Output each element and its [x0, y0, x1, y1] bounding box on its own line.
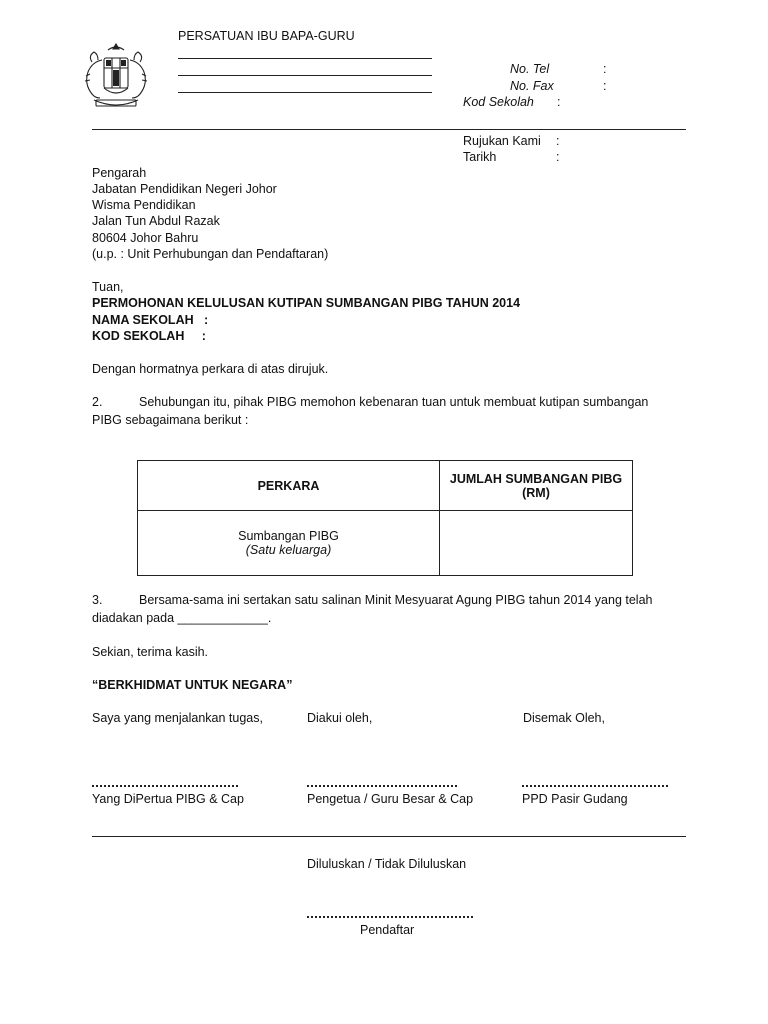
address-line-2	[178, 75, 432, 76]
recipient-line: Pengarah	[92, 166, 147, 180]
paragraph-2-number: 2.	[92, 395, 103, 409]
signature-heading-1: Saya yang menjalankan tugas,	[92, 711, 263, 725]
fax-colon: :	[603, 79, 607, 93]
address-line-1	[178, 58, 432, 59]
salutation: Tuan,	[92, 280, 124, 294]
approval-status: Diluluskan / Tidak Diluluskan	[307, 857, 467, 871]
signature-title-2: Pengetua / Guru Besar & Cap	[307, 792, 474, 806]
table-header-jumlah	[440, 461, 633, 511]
signature-title-3: PPD Pasir Gudang	[522, 792, 628, 806]
header-divider	[92, 129, 686, 130]
subject-title: PERMOHONAN KELULUSAN KUTIPAN SUMBANGAN PIBG TAHUN 2014	[92, 296, 521, 310]
address-line-3	[178, 92, 432, 93]
paragraph-2-line-2: PIBG sebagaimana berikut :	[92, 413, 249, 427]
paragraph-3-line-1: Bersama-sama ini sertakan satu salinan Minit Mesyuarat Agung PIBG tahun 2014 yang telah	[139, 593, 653, 607]
fax-label: No. Fax	[510, 79, 554, 93]
rujukan-colon: :	[556, 134, 560, 148]
registrar-title: Pendaftar	[360, 923, 415, 937]
tel-colon: :	[603, 62, 607, 76]
signature-line-1	[92, 785, 238, 787]
recipient-line: Wisma Pendidikan	[92, 198, 196, 212]
signature-heading-3: Disemak Oleh,	[523, 711, 605, 725]
kod-sekolah-colon: :	[557, 95, 561, 109]
motto: “BERKHIDMAT UNTUK NEGARA”	[92, 678, 293, 692]
approval-divider	[92, 836, 686, 837]
paragraph-3-line-2: diadakan pada _____________.	[92, 611, 272, 625]
subject-nama-sekolah: NAMA SEKOLAH :	[92, 313, 209, 327]
opening-line: Dengan hormatnya perkara di atas dirujuk.	[92, 362, 329, 376]
tarikh-colon: :	[556, 150, 560, 164]
tarikh-label: Tarikh	[463, 150, 497, 164]
coat-of-arms-logo	[80, 40, 152, 112]
signature-line-3	[522, 785, 668, 787]
recipient-line: Jabatan Pendidikan Negeri Johor	[92, 182, 277, 196]
table-cell-amount	[440, 511, 633, 576]
table-header-jumlah-line2: (RM)	[522, 485, 550, 500]
subject-kod-sekolah: KOD SEKOLAH :	[92, 329, 206, 343]
table-item-note: (Satu keluarga)	[245, 543, 332, 557]
tel-label: No. Tel	[510, 62, 550, 76]
table-header-jumlah-line1: JUMLAH SUMBANGAN PIBG	[449, 471, 623, 486]
signature-title-1: Yang DiPertua PIBG & Cap	[92, 792, 244, 806]
kod-sekolah-label: Kod Sekolah	[463, 95, 534, 109]
contribution-table	[137, 460, 633, 576]
signature-heading-2: Diakui oleh,	[307, 711, 373, 725]
paragraph-2-line-1: Sehubungan itu, pihak PIBG memohon kebenaran tuan untuk membuat kutipan sumbangan	[139, 395, 649, 409]
recipient-line: Jalan Tun Abdul Razak	[92, 214, 220, 228]
table-header-perkara: PERKARA	[138, 461, 440, 511]
closing-line: Sekian, terima kasih.	[92, 645, 209, 659]
signature-line-2	[307, 785, 457, 787]
table-cell-item	[138, 511, 440, 576]
table-item-name: Sumbangan PIBG	[238, 529, 339, 543]
rujukan-label: Rujukan Kami	[463, 134, 541, 148]
organisation-name: PERSATUAN IBU BAPA-GURU	[178, 29, 355, 43]
recipient-line: 80604 Johor Bahru	[92, 231, 199, 245]
recipient-line: (u.p. : Unit Perhubungan dan Pendaftaran)	[92, 247, 329, 261]
paragraph-3-number: 3.	[92, 593, 103, 607]
registrar-signature-line	[307, 916, 473, 918]
